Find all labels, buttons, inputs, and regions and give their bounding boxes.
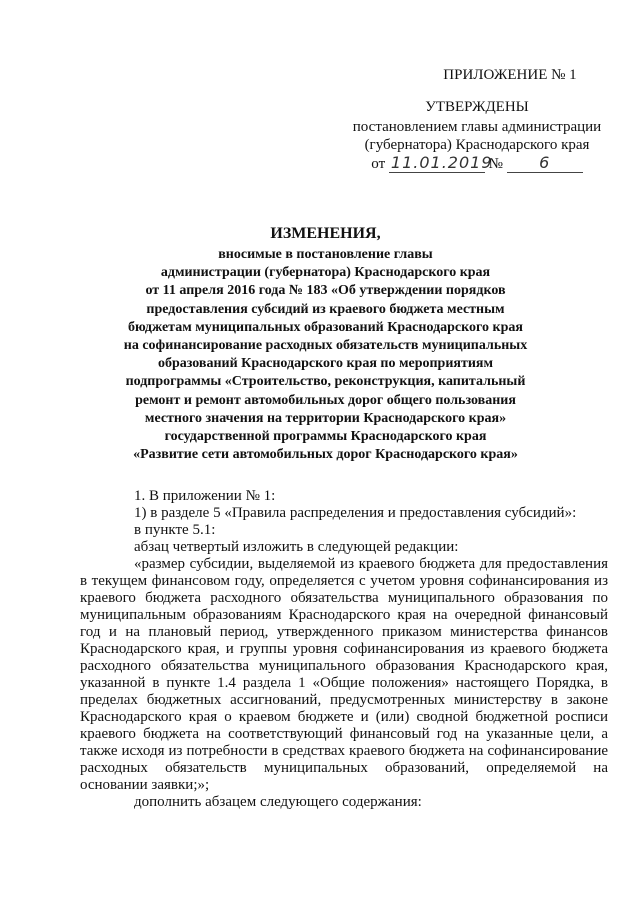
- approval-line-2: (губернатора) Краснодарского края: [364, 137, 590, 153]
- document-body: [80, 488, 608, 811]
- document-title: [88, 224, 563, 464]
- title-line: предоставления субсидий из краевого бюджета местным: [146, 301, 505, 317]
- title-line: «Развитие сети автомобильных дорог Краснодарского края»: [133, 447, 518, 463]
- approval-line-1: постановлением главы администрации: [352, 119, 602, 135]
- title-line: ремонт и ремонт автомобильных дорог общего пользования: [135, 392, 516, 408]
- number-prefix: №: [488, 156, 503, 172]
- title-line: администрации (губернатора) Краснодарского края: [160, 265, 491, 281]
- title-line: от 11 апреля 2016 года № 183 «Об утверждении порядков: [145, 283, 506, 299]
- title-line: вносимые в постановление главы: [218, 247, 433, 262]
- paragraph-instruction: абзац четвертый изложить в следующей редакции:: [134, 539, 459, 555]
- appendix-label: ПРИЛОЖЕНИЕ № 1: [443, 67, 577, 83]
- paragraph-section-5: 1) в разделе 5 «Правила распределения и предоставления субсидий»:: [134, 505, 577, 521]
- handwritten-date: 11.01.2019: [390, 153, 493, 172]
- title-heading: ИЗМЕНЕНИЯ,: [270, 225, 381, 242]
- title-line: местного значения на территории Краснодарского края»: [144, 410, 507, 426]
- date-number-line: [352, 154, 602, 173]
- title-line: государственной программы Краснодарского края: [164, 429, 487, 445]
- approved-label: УТВЕРЖДЕНЫ: [425, 99, 529, 115]
- paragraph-point-5-1: в пункте 5.1:: [134, 522, 216, 538]
- paragraph-new-wording: «размер субсидии, выделяемой из краевого бюджета для предоставления в текущем финансовом году, определяется с учетом уровня софинансирования из краевого бюджета расходного обязательства муниципального образования по муниципальным образованиям Краснодарского края на очередной финансовый год и на плановый период, утвержденного приказом министерства финансов Краснодарского края, и группы уровня софинансирования из краевого бюджета расходного обязательства муниципального образования Краснодарского края, указанной в пункте 1.4 раздела 1 «Общие положения» настоящего Порядка, в пределах бюджетных ассигнований, предусмотренных министерству в законе Краснодарского края о краевом бюджете и (или) сводной бюджетной росписи краевого бюджета на соответствующий финансовый год на указанные цели, а также исходя из потребности в средствах краевого бюджета на софинансирование расходных обязательств муниципальных образований, определяемой на основании заявки;»;: [80, 556, 608, 793]
- title-line: образований Краснодарского края по мероприятиям: [157, 356, 494, 372]
- paragraph-item-1: 1. В приложении № 1:: [134, 488, 276, 504]
- handwritten-number: 6: [507, 154, 583, 173]
- date-prefix: от: [371, 156, 386, 172]
- title-line: на софинансирование расходных обязательств муниципальных: [123, 338, 528, 354]
- title-line: подпрограммы «Строительство, реконструкция, капитальный: [125, 374, 526, 390]
- approval-block: [352, 66, 602, 173]
- title-line: бюджетам муниципальных образований Краснодарского края: [128, 319, 523, 335]
- paragraph-supplement: дополнить абзацем следующего содержания:: [134, 794, 422, 810]
